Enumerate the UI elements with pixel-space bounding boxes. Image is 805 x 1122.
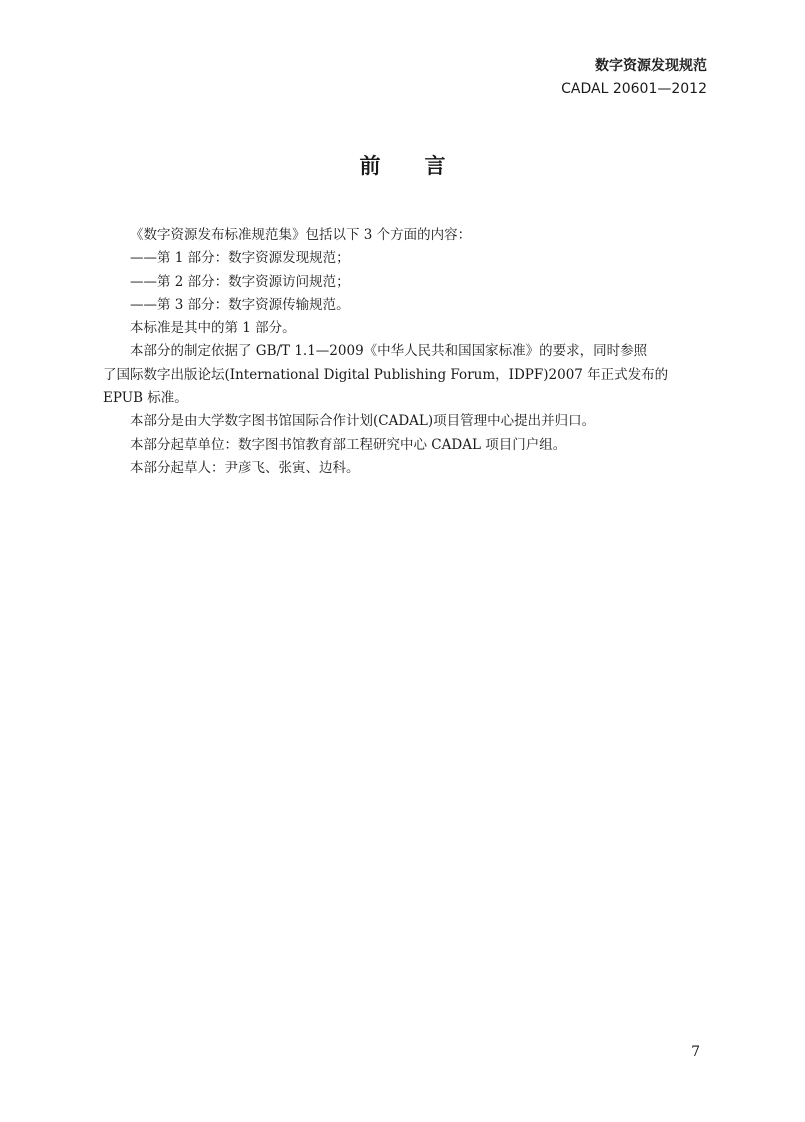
part-list-item: ——第 1 部分：数字资源发现规范；	[130, 250, 350, 267]
part-list-item: ——第 2 部分：数字资源访问规范；	[130, 273, 350, 290]
series-title: 数字资源发现规范	[595, 58, 707, 74]
basis-line: 了国际数字出版论坛(International Digital Publishing Forum，IDPF)2007 年正式发布的	[103, 366, 669, 383]
basis-paragraph	[103, 340, 700, 410]
standard-code: CADAL 20601—2012	[561, 81, 707, 97]
intro-paragraph: 《数字资源发布标准规范集》包括以下 3 个方面的内容：	[130, 227, 472, 243]
running-header	[561, 56, 707, 100]
this-part-paragraph: 本标准是其中的第 1 部分。	[130, 320, 296, 337]
drafters-paragraph: 本部分起草人：尹彦飞、张寅、边科。	[130, 459, 360, 476]
basis-line: 本部分的制定依据了 GB/T 1.1—2009《中华人民共和国国家标准》的要求，同时参照	[130, 343, 648, 360]
part-list-item: ——第 3 部分：数字资源传输规范。	[130, 296, 350, 313]
drafting-unit-paragraph: 本部分起草单位：数字图书馆教育部工程研究中心 CADAL 项目门户组。	[130, 436, 567, 453]
page-number: 7	[691, 1044, 700, 1060]
foreword-body	[103, 224, 700, 480]
page-title: 前言	[359, 154, 490, 178]
basis-line: EPUB 标准。	[103, 390, 188, 407]
proposer-paragraph: 本部分是由大学数字图书馆国际合作计划(CADAL)项目管理中心提出并归口。	[130, 413, 596, 430]
